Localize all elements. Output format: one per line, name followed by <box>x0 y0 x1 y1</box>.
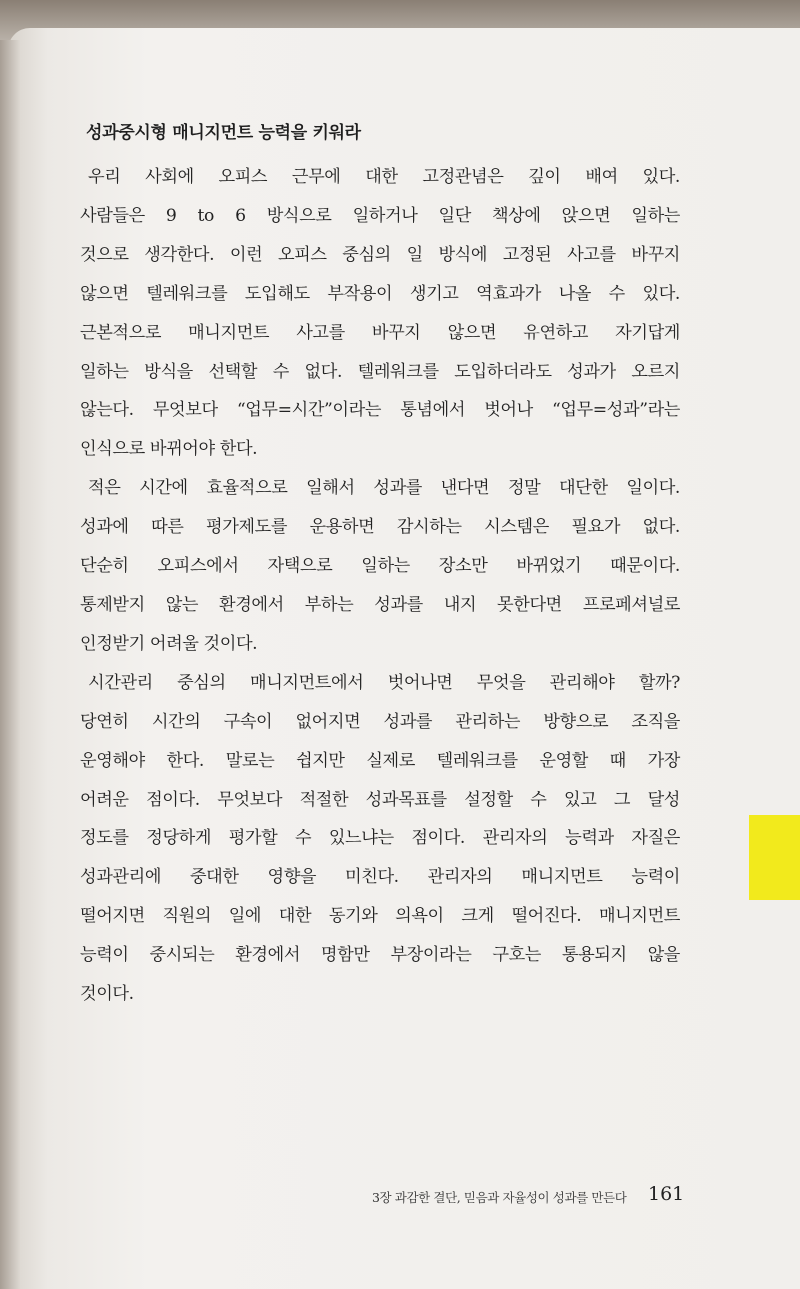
text-line: 능력이 중시되는 환경에서 명함만 부장이라는 구호는 통용되지 않을 <box>80 945 680 966</box>
text-line: 운영해야 한다. 말로는 쉽지만 실제로 텔레워크를 운영할 때 가장 <box>80 750 680 771</box>
text-line: 것이다. <box>80 984 134 1005</box>
page-gutter <box>0 40 20 1289</box>
running-footer: 3장 과감한 결단, 믿음과 자율성이 성과를 만든다 <box>372 1190 627 1205</box>
text-line: 일하는 방식을 선택할 수 없다. 텔레워크를 도입하더라도 성과가 오르지 <box>80 361 680 382</box>
text-line: 근본적으로 매니지먼트 사고를 바꾸지 않으면 유연하고 자기답게 <box>80 322 680 343</box>
yellow-sticky-tab <box>749 815 800 900</box>
text-line: 않는다. 무엇보다 “업무=시간”이라는 통념에서 벗어나 “업무=성과”라는 <box>80 400 680 421</box>
text-line: 인정받기 어려울 것이다. <box>80 633 258 654</box>
text-line: 어려운 점이다. 무엇보다 적절한 성과목표를 설정할 수 있고 그 달성 <box>80 789 680 810</box>
body-text <box>80 158 680 1014</box>
text-line: 않으면 텔레워크를 도입해도 부작용이 생기고 역효과가 나올 수 있다. <box>80 283 680 304</box>
text-line: 성과관리에 중대한 영향을 미친다. 관리자의 매니지먼트 능력이 <box>80 867 680 888</box>
page-number: 161 <box>648 1183 685 1205</box>
section-heading: 성과중시형 매니지먼트 능력을 키워라 <box>86 123 361 143</box>
text-line: 단순히 오피스에서 자택으로 일하는 장소만 바뀌었기 때문이다. <box>80 556 680 577</box>
text-line: 것으로 생각한다. 이런 오피스 중심의 일 방식에 고정된 사고를 바꾸지 <box>80 244 680 265</box>
text-line: 인식으로 바뀌어야 한다. <box>80 439 258 460</box>
text-line: 우리 사회에 오피스 근무에 대한 고정관념은 깊이 배여 있다. <box>88 167 680 187</box>
text-line: 떨어지면 직원의 일에 대한 동기와 의욕이 크게 떨어진다. 매니지먼트 <box>80 906 680 927</box>
text-line: 적은 시간에 효율적으로 일해서 성과를 낸다면 정말 대단한 일이다. <box>88 478 680 499</box>
text-line: 사람들은 9 to 6 방식으로 일하거나 일단 책상에 앉으면 일하는 <box>80 205 680 226</box>
text-line: 정도를 정당하게 평가할 수 있느냐는 점이다. 관리자의 능력과 자질은 <box>80 828 680 849</box>
text-line: 당연히 시간의 구속이 없어지면 성과를 관리하는 방향으로 조직을 <box>80 711 680 732</box>
text-line: 시간관리 중심의 매니지먼트에서 벗어나면 무엇을 관리해야 할까? <box>88 672 680 693</box>
text-line: 통제받지 않는 환경에서 부하는 성과를 내지 못한다면 프로페셔널로 <box>80 594 680 615</box>
text-line: 성과에 따른 평가제도를 운용하면 감시하는 시스템은 필요가 없다. <box>80 517 680 538</box>
